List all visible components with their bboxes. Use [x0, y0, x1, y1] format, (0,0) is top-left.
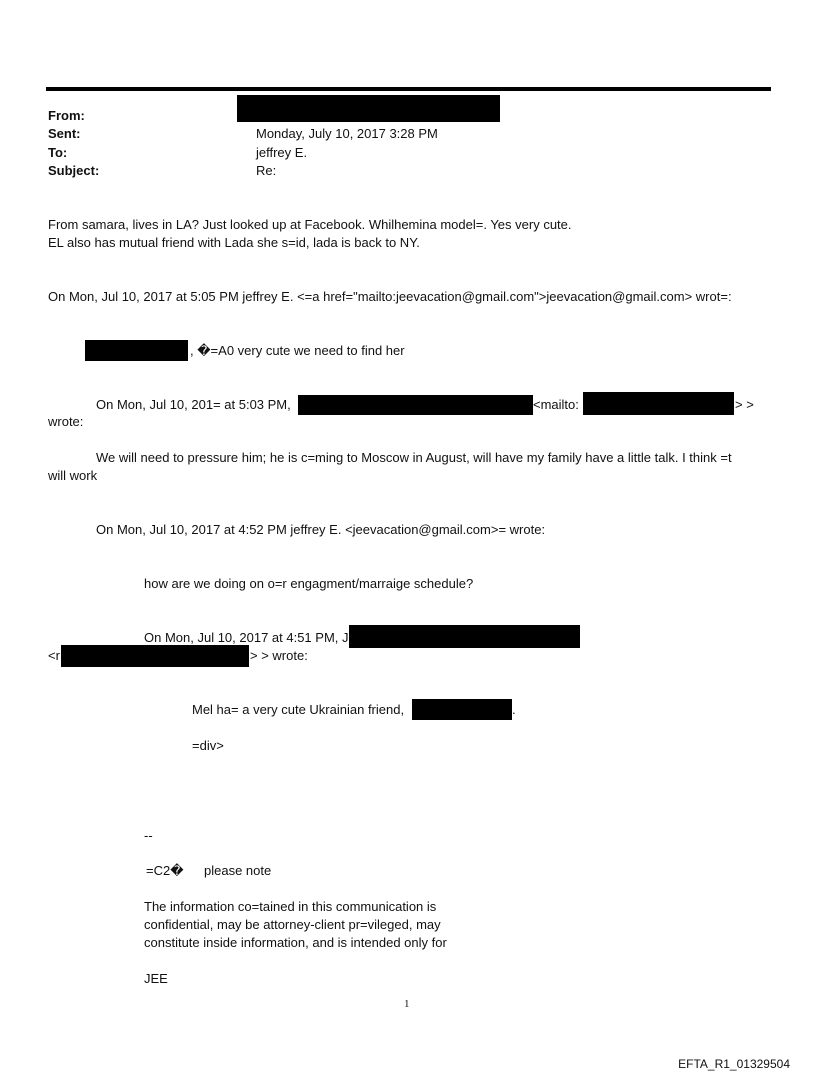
quote2-header: On Mon, Jul 10, 201= at 5:03 PM,	[96, 397, 291, 412]
disclaimer-line-2: confidential, may be attorney-client pr=vileged, may	[144, 917, 441, 932]
document-id: EFTA_R1_01329504	[678, 1057, 790, 1071]
quote3-header: On Mon, Jul 10, 2017 at 4:52 PM jeffrey E. <jeevacation@gmail.com>= wrote:	[96, 522, 546, 537]
signature-dashes: --	[144, 828, 153, 843]
quote2-bracket: > >	[735, 397, 754, 412]
quote3-text: how are we doing on o=r engagment/marraige schedule?	[144, 576, 474, 591]
disclaimer-line-1: The information co=tained in this communication is	[144, 899, 437, 914]
quote1-text: , �=A0 very cute we need to find her	[190, 343, 405, 358]
quote2-wrote: wrote:	[48, 414, 84, 429]
header-rule	[46, 87, 771, 91]
sent-label: Sent:	[48, 126, 81, 141]
quote4-text-end: .	[512, 702, 516, 717]
quote2-mailto: <mailto:	[533, 397, 579, 412]
redaction-name-4	[412, 699, 512, 720]
signature-note: please note	[204, 863, 272, 878]
redaction-sender-4	[349, 625, 580, 648]
signature-initials: JEE	[144, 971, 168, 986]
redaction-sender-2	[298, 395, 533, 415]
redaction-email-2	[583, 392, 734, 415]
quote4-text: Mel ha= a very cute Ukrainian friend,	[192, 702, 405, 717]
page-number: 1	[404, 998, 410, 1010]
redaction-name-1	[85, 340, 188, 361]
from-label: From:	[48, 108, 85, 123]
quote1-header: On Mon, Jul 10, 2017 at 5:05 PM jeffrey E. <=a href="mailto:jeevacation@gmail.com">jeevacation@gmail.com> wrot=:	[48, 289, 732, 304]
sent-value: Monday, July 10, 2017 3:28 PM	[256, 126, 438, 141]
quote4-prefix: <r	[48, 648, 60, 663]
body-line-2: EL also has mutual friend with Lada she s=id, lada is back to NY.	[48, 235, 420, 250]
quote2-text-1: We will need to pressure him; he is c=ming to Moscow in August, will have my family have a little talk. I think =t	[96, 450, 732, 465]
redaction-from	[237, 95, 500, 122]
to-value: jeffrey E.	[256, 145, 308, 160]
quote4-header: On Mon, Jul 10, 2017 at 4:51 PM, J	[144, 630, 349, 645]
quote2-text-2: will work	[48, 468, 98, 483]
body-line-1: From samara, lives in LA? Just looked up at Facebook. Whilhemina model=. Yes very cute.	[48, 217, 572, 232]
quote4-wrote: > > wrote:	[250, 648, 308, 663]
disclaimer-line-3: constitute inside information, and is intended only for	[144, 935, 447, 950]
signature-note-prefix: =C2�	[146, 863, 184, 878]
subject-label: Subject:	[48, 163, 100, 178]
quote4-div: =div>	[192, 738, 224, 753]
to-label: To:	[48, 145, 68, 160]
subject-value: Re:	[256, 163, 277, 178]
redaction-email-4	[61, 645, 249, 667]
